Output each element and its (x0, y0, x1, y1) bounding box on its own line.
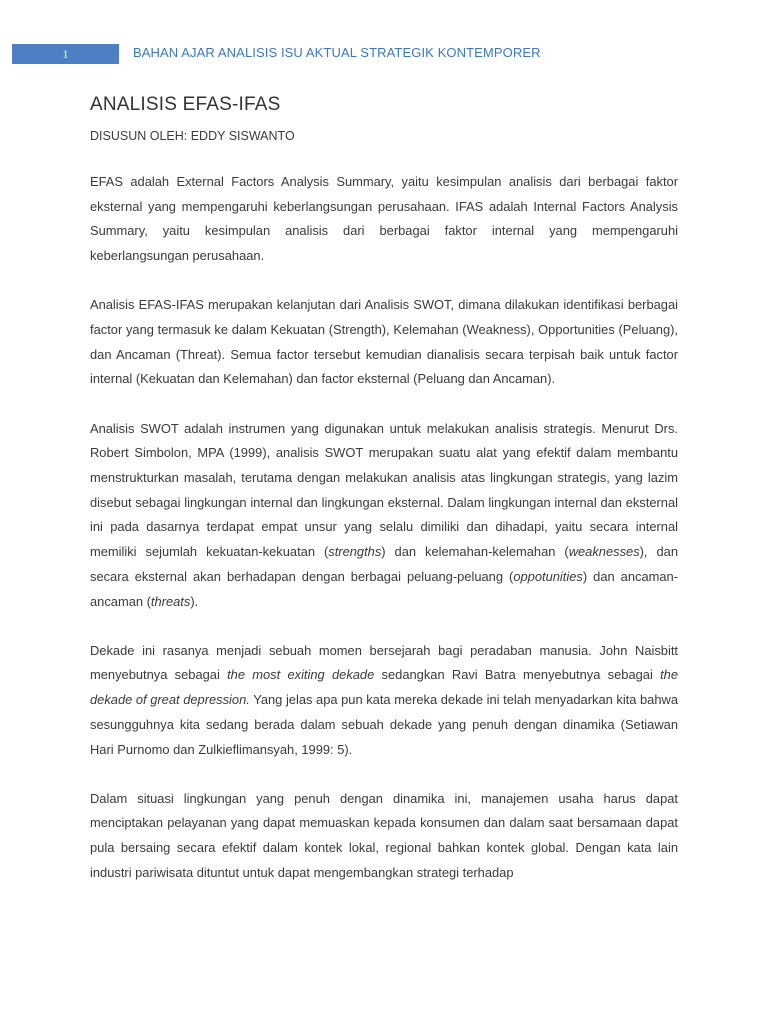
paragraph-text: sedangkan Ravi Batra menyebutnya sebagai (374, 667, 661, 683)
italic-text: weaknesses (568, 544, 640, 560)
italic-text: oppotunities (513, 568, 583, 584)
paragraph-text: ), dan secara eksternal akan berhadapan dengan berbagai peluang-peluang ( (90, 544, 678, 584)
paragraph (90, 417, 678, 615)
paragraph-text: ) dan ancaman-ancaman ( (90, 568, 678, 609)
paragraph-text: ). (190, 593, 199, 609)
paragraph-text: ) dan kelemahan-kelemahan ( (381, 544, 569, 560)
paragraph (90, 639, 678, 763)
italic-text: the dekade of great depression. (90, 667, 678, 708)
document-author: DISUSUN OLEH: EDDY SISWANTO (90, 129, 295, 143)
document-title: ANALISIS EFAS-IFAS (90, 94, 281, 115)
italic-text: threats (150, 593, 191, 609)
paragraph-text: Dalam situasi lingkungan yang penuh dengan dinamika ini, manajemen usaha harus dapat menciptakan pelayanan yang dapat memuaskan kepada konsumen dan dalam saat bersamaan dapat pula bersaing secara efektif dalam kontek lokal, regional bahkan kontek global. Dengan kata lain industri pariwisata dituntut untuk dapat mengembangkan strategi terhadap (90, 790, 678, 880)
paragraph (90, 170, 678, 269)
paragraph (90, 293, 678, 392)
paragraph (90, 787, 678, 886)
header-title: BAHAN AJAR ANALISIS ISU AKTUAL STRATEGIK KONTEMPORER (133, 45, 541, 60)
page-header (0, 44, 768, 64)
paragraph-text: EFAS adalah External Factors Analysis Summary, yaitu kesimpulan analisis dari berbagai faktor eksternal yang mempengaruhi keberlangsungan perusahaan. IFAS adalah Internal Factors Analysis Summary, yaitu kesimpulan analisis dari berbagai faktor internal yang mempengaruhi keberlangsungan perusahaan. (90, 174, 678, 264)
paragraph-text: Dekade ini rasanya menjadi sebuah momen bersejarah bagi peradaban manusia. John Naisbitt menyebutnya sebagai (90, 642, 678, 683)
paragraph-text: Analisis SWOT adalah instrumen yang digunakan untuk melakukan analisis strategis. Menurut Drs. Robert Simbolon, MPA (1999), analisis SWOT merupakan suatu alat yang efektif dalam membantu menstrukturkan masalah, terutama dengan melakukan analisis atas lingkungan strategis, yang lazim disebut sebagai lingkungan internal dan lingkungan eksternal. Dalam lingkungan internal dan eksternal ini pada dasarnya terdapat empat unsur yang selalu dimiliki dan dihadapi, yaitu secara internal memiliki sejumlah kekuatan-kekuatan ( (90, 420, 678, 560)
italic-text: the most exiting dekade (227, 667, 375, 683)
page-number: 1 (12, 44, 119, 64)
paragraph-text: Analisis EFAS-IFAS merupakan kelanjutan dari Analisis SWOT, dimana dilakukan identifikasi berbagai factor yang termasuk ke dalam Kekuatan (Strength), Kelemahan (Weakness), Opportunities (Peluang), dan Ancaman (Threat). Semua factor tersebut kemudian dianalisis secara terpisah baik untuk factor internal (Kekuatan dan Kelemahan) dan factor eksternal (Peluang dan Ancaman). (90, 297, 678, 387)
document-body (90, 170, 678, 886)
italic-text: strengths (328, 544, 382, 560)
paragraph-text: Yang jelas apa pun kata mereka dekade ini telah menyadarkan kita bahwa sesungguhnya kita sedang berada dalam sebuah dekade yang penuh dengan dinamika (Setiawan Hari Purnomo dan Zulkieflimansyah, 1999: 5). (90, 692, 679, 757)
